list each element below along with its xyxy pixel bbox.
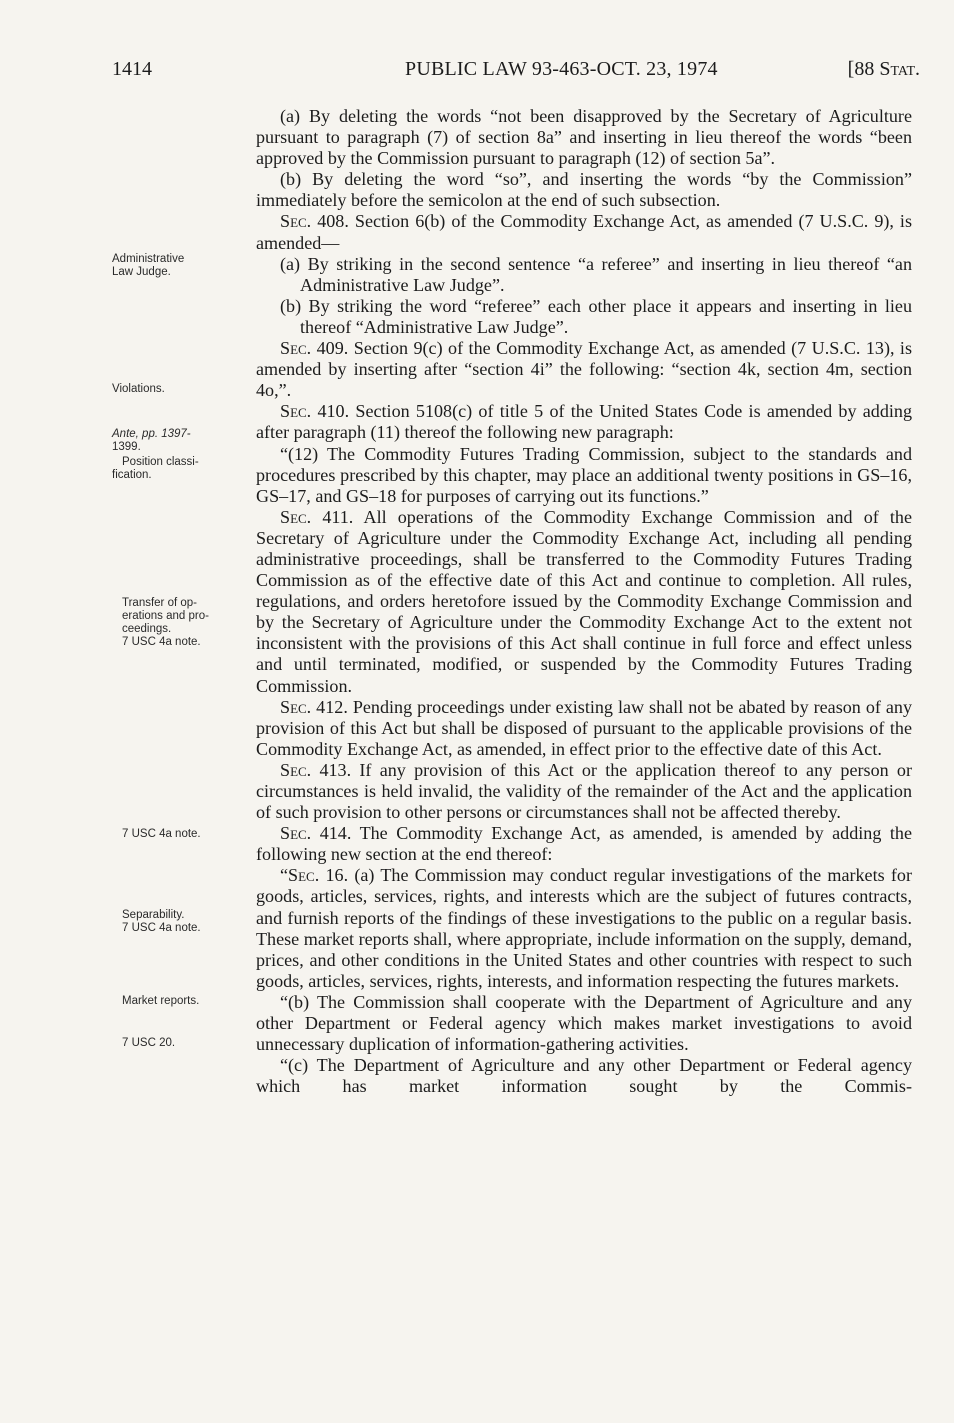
margin-note-7-usc-20: 7 USC 20. [122, 1037, 176, 1049]
page-number: 1414 [112, 58, 152, 80]
margin-note-transfer: Transfer of op- erations and pro- ceedings. 7 USC 4a note. [122, 597, 209, 648]
section-413: Sec. 413. If any provision of this Act or the application thereof to any person or circumstances is held invalid, the validity of the remainder of the Act and the application of such provision to other persons or circumstances shall not be affected thereby. [256, 759, 913, 823]
section-408-b: (b) By striking the word “referee” each other place it appears and inserting in lieu thereof “Administrative Law Judge”. [280, 295, 912, 337]
margin-note-7-usc-4a: 7 USC 4a note. [122, 828, 201, 840]
section-414: Sec. 414. The Commodity Exchange Act, as amended, is amended by adding the following new section at the end thereof: [256, 823, 913, 865]
running-title: PUBLIC LAW 93-463-OCT. 23, 1974 [405, 58, 718, 80]
section-408-a: (a) By striking in the second sentence “a referee” and inserting in lieu thereof “an Administrative Law Judge”. [280, 253, 912, 295]
paragraph-b-deleting: (b) By deleting the word “so”, and inserting the words “by the Commission” immediately before the semicolon at the end of such subsection. [256, 169, 912, 211]
margin-note-violations: Violations. [112, 383, 165, 395]
section-411: Sec. 411. All operations of the Commodity Exchange Commission and of the Secretary of Agriculture under the Commodity Exchange Act, including all pending administrative proceedings, shall be transferred to the Commodity Futures Trading Commission as of the effective date of this Act and continue to completion. All rules, regulations, and orders heretofore issued by the Commodity Exchange Commission and by the Secretary of Agriculture under the Commodity Exchange Act to the extent not inconsistent with the provisions of this Act shall continue in full force and effect unless and until terminated, modified, or suspended by the Commodity Futures Trading Commission. [256, 506, 913, 696]
margin-note-position-classification: Position classi- fication. [112, 456, 199, 481]
section-410-paragraph-12: “(12) The Commodity Futures Trading Commission, subject to the standards and procedures prescribed by this chapter, may place an additional twenty positions in GS–16, GS–17, and GS–18 for purposes of carrying out its functions.” [256, 443, 912, 506]
page-header [112, 58, 920, 86]
section-412: Sec. 412. Pending proceedings under existing law shall not be abated by reason of any provision of this Act but shall be disposed of pursuant to the applicable provisions of the Commodity Exchange Act, as amended, in effect prior to the effective date of this Act. [256, 696, 912, 759]
section-408: Sec. 408. Section 6(b) of the Commodity Exchange Act, as amended (7 U.S.C. 9), is amended— [256, 211, 912, 253]
section-410: Sec. 410. Section 5108(c) of title 5 of the United States Code is amended by adding after paragraph (11) thereof the following new paragraph: [256, 401, 913, 443]
margin-note-market-reports: Market reports. [122, 995, 200, 1007]
main-text [256, 106, 912, 1097]
margin-note-administrative-law-judge: Administrative Law Judge. [112, 253, 185, 278]
section-16-c: “(c) The Department of Agriculture and any other Department or Federal agency which has market information sought by the Commis- [256, 1055, 912, 1097]
paragraph-a-deleting: (a) By deleting the words “not been disapproved by the Secretary of Agriculture pursuant to paragraph (7) of section 8a” and inserting in lieu thereof the words “been approved by the Commission pursuant to paragraph (12) of section 5a”. [256, 106, 912, 169]
statute-reference: [88 Stat. [847, 58, 920, 80]
margin-note-ante: Ante, pp. 1397- 1399. [112, 428, 191, 453]
section-16-a: “Sec. 16. (a) The Commission may conduct regular investigations of the markets for goods, articles, services, rights, and interests which are the subject of futures contracts, and furnish reports of the findings of these investigations to the public on a regular basis. These market reports shall, where appropriate, include information on the supply, demand, prices, and other conditions in the United States and other countries with respect to such goods, articles, services, rights, interests, and information respecting the futures markets. [256, 865, 913, 991]
section-409: Sec. 409. Section 9(c) of the Commodity Exchange Act, as amended (7 U.S.C. 13), is amended by inserting after “section 4i” the following: “section 4k, section 4m, section 4o,”. [256, 338, 913, 401]
margin-note-separability: Separability. 7 USC 4a note. [122, 909, 201, 934]
section-16-b: “(b) The Commission shall cooperate with the Department of Agriculture and any other Department or Federal agency which makes market investigations to avoid unnecessary duplication of information-gathering activities. [256, 991, 912, 1055]
